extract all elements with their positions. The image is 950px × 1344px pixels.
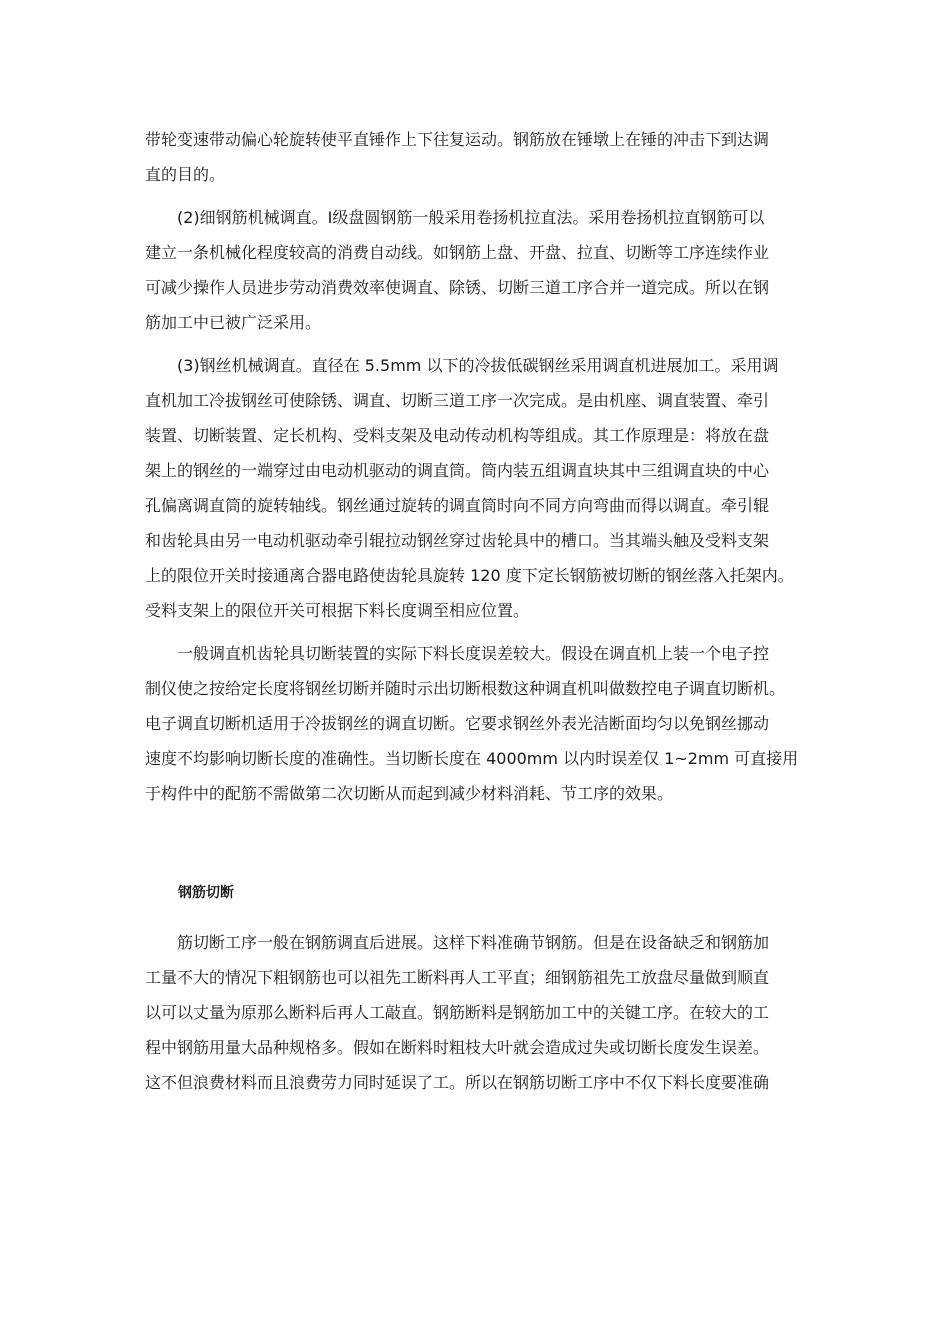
text-line: 速度不均影响切断长度的准确性。当切断长度在 4000mm 以内时误差仅 1~2mm 可直接用 [145,749,799,768]
text-line: 装置、切断装置、定长机构、受料支架及电动传动机构等组成。其工作原理是：将放在盘 [145,426,770,445]
text-line: 工量不大的情况下粗钢筋也可以祖先工断料再人工平直；细钢筋祖先工放盘尽量做到顺直 [145,968,770,987]
text-line: 于构件中的配筋不需做第二次切断从而起到减少材料消耗、节工序的效果。 [145,784,674,803]
text-line: 带轮变速带动偏心轮旋转使平直锤作上下往复运动。钢筋放在锤墩上在锤的冲击下到达调 [145,130,770,149]
text-line: 受料支架上的限位开关可根据下料长度调至相应位置。 [145,601,530,620]
paragraph-fine-rebar-straightening [145,200,810,340]
paragraph-hammer-straightening [145,122,810,192]
text-line: 筋加工中已被广泛采用。 [145,313,322,332]
text-line: 上的限位开关时接通离合器电路使齿轮具旋转 120 度下定长钢筋被切断的钢丝落入托架内。 [145,566,794,585]
text-line: 制仪使之按给定长度将钢丝切断并随时示出切断根数这种调直机叫做数控电子调直切断机。 [145,679,786,698]
text-line: (2)细钢筋机械调直。Ⅰ级盘圆钢筋一般采用卷扬机拉直法。采用卷扬机拉直钢筋可以 [177,208,765,227]
paragraph-cnc-cutting-machine [145,636,810,811]
text-line: 直的目的。 [145,165,226,184]
text-line: 孔偏离调直筒的旋转轴线。钢丝通过旋转的调直筒时向不同方向弯曲而得以调直。牵引辊 [145,496,770,515]
text-line: 以可以丈量为原那么断料后再人工敲直。钢筋断料是钢筋加工中的关键工序。在较大的工 [145,1003,770,1022]
paragraph-wire-straightening [145,348,810,628]
text-line: 可减少操作人员进步劳动消费效率使调直、除锈、切断三道工序合并一道完成。所以在钢 [145,278,770,297]
text-line: 程中钢筋用量大品种规格多。假如在断料时粗枝大叶就会造成过失或切断长度发生误差。 [145,1038,770,1057]
text-line: 一般调直机齿轮具切断装置的实际下料长度误差较大。假设在调直机上装一个电子控 [177,644,770,663]
text-line: 和齿轮具由另一电动机驱动牵引辊拉动钢丝穿过齿轮具中的槽口。当其端头触及受料支架 [145,531,770,550]
text-line: 架上的钢丝的一端穿过由电动机驱动的调直筒。筒内装五组调直块其中三组调直块的中心 [145,461,770,480]
document-body [145,122,810,1100]
text-line: (3)钢丝机械调直。直径在 5.5mm 以下的冷拔低碳钢丝采用调直机进展加工。采用调 [177,356,779,375]
text-line: 这不但浪费材料而且浪费劳力同时延误了工。所以在钢筋切断工序中不仅下料长度要准确 [145,1073,770,1092]
text-line: 直机加工冷拔钢丝可使除锈、调直、切断三道工序一次完成。是由机座、调直装置、牵引 [145,391,770,410]
text-line: 筋切断工序一般在钢筋调直后进展。这样下料准确节钢筋。但是在设备缺乏和钢筋加 [177,933,770,952]
text-line: 建立一条机械化程度较高的消费自动线。如钢筋上盘、开盘、拉直、切断等工序连续作业 [145,243,770,262]
text-line: 电子调直切断机适用于冷拔钢丝的调直切断。它要求钢丝外表光洁断面均匀以免钢丝挪动 [145,714,770,733]
section-heading: 钢筋切断 [178,885,234,901]
paragraph-rebar-cutting [145,925,810,1100]
